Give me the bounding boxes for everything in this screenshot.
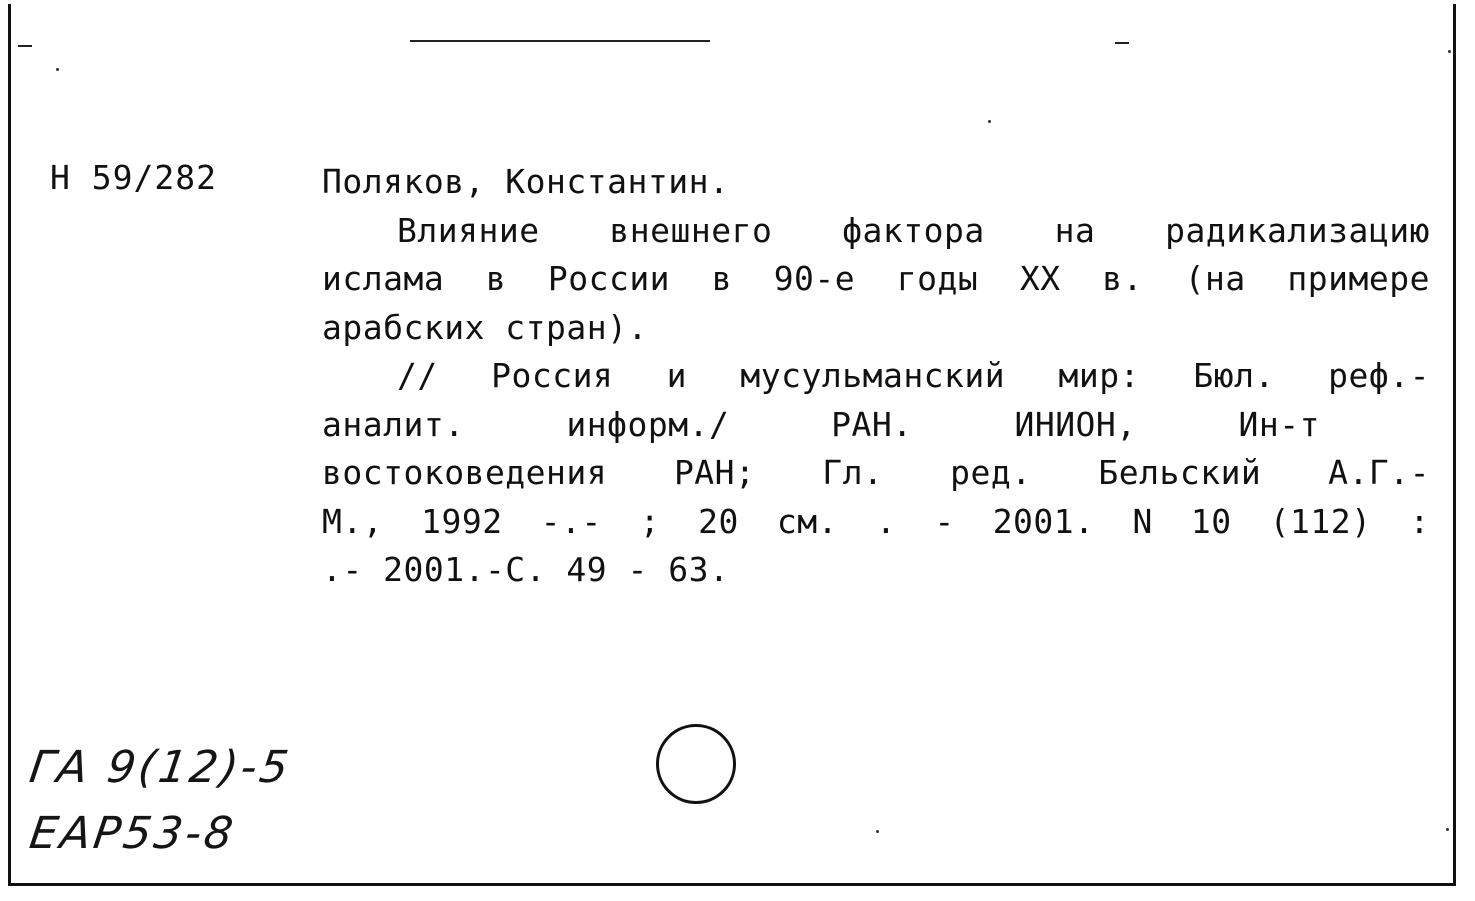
word: в [711, 259, 733, 298]
title-line-2 [322, 255, 1430, 304]
author-line: Поляков, Константин. [322, 162, 730, 201]
word: в. [1102, 259, 1144, 298]
word: Бюл. [1193, 356, 1275, 395]
word: ред. [950, 453, 1032, 492]
word: России [547, 259, 671, 298]
source-line-5: .- 2001.-С. 49 - 63. [322, 550, 730, 589]
word: аналит. [322, 404, 465, 444]
word: ИНИОН, [1014, 404, 1137, 444]
scan-speck [988, 120, 991, 123]
word: информ./ [566, 404, 730, 444]
word: (112) [1269, 501, 1372, 541]
scan-mark-top [410, 40, 710, 42]
word: внешнего [609, 210, 773, 250]
word: Бельский [1098, 453, 1262, 492]
scan-speck [56, 68, 59, 71]
handwritten-code-1: ГА 9(12)-5 [26, 742, 295, 793]
title-line-3: арабских стран). [322, 307, 648, 347]
word: . [875, 501, 897, 541]
source-line-4 [322, 498, 1430, 547]
word: РАН; [673, 453, 756, 492]
word: реф.- [1328, 356, 1430, 395]
title-line-1 [322, 207, 1430, 256]
word: РАН. [831, 404, 913, 444]
word: : [1409, 501, 1430, 541]
scan-speck [1448, 50, 1451, 53]
scan-mark-top-right [1115, 42, 1129, 44]
word: XX [1019, 259, 1061, 298]
source-line-3 [322, 449, 1430, 498]
word: М., [322, 501, 384, 541]
word: Гл. [822, 453, 884, 492]
word: 1992 [421, 501, 503, 541]
bibliographic-entry [322, 158, 1430, 595]
word: фактора [842, 210, 985, 250]
word: -.- [540, 501, 602, 541]
word: примере [1287, 259, 1430, 298]
word: на [1054, 210, 1096, 250]
word: востоковедения [322, 453, 608, 492]
word: мир: [1058, 356, 1140, 395]
scan-speck [1446, 828, 1449, 831]
word: 2001. [992, 501, 1095, 541]
word: ислама [322, 259, 445, 298]
word: и [666, 356, 688, 395]
word: ; [639, 501, 661, 541]
word: 10 [1190, 501, 1232, 541]
handwritten-code-2: ЕАР53-8 [26, 808, 239, 859]
source-line-2 [322, 401, 1430, 450]
source-line-1 [322, 352, 1430, 401]
word: см. [776, 501, 838, 541]
word: // [397, 356, 438, 395]
punch-hole-circle [656, 724, 736, 804]
word: 20 [698, 501, 739, 541]
word: радикализацию [1165, 210, 1430, 250]
word: - [934, 501, 955, 541]
shelf-mark: Н 59/282 [50, 158, 217, 197]
word: мусульманский [740, 356, 1006, 395]
word: годы [896, 259, 979, 298]
scan-speck [876, 830, 879, 833]
word: А.Г.- [1328, 453, 1430, 492]
word: Влияние [397, 210, 540, 250]
word: Ин-т [1238, 404, 1320, 444]
word: в [485, 259, 507, 298]
word: 90-е [773, 259, 856, 298]
word: N [1132, 501, 1153, 541]
word: (на [1184, 259, 1246, 298]
scan-mark-top-left [18, 45, 32, 47]
word: Россия [491, 356, 614, 395]
